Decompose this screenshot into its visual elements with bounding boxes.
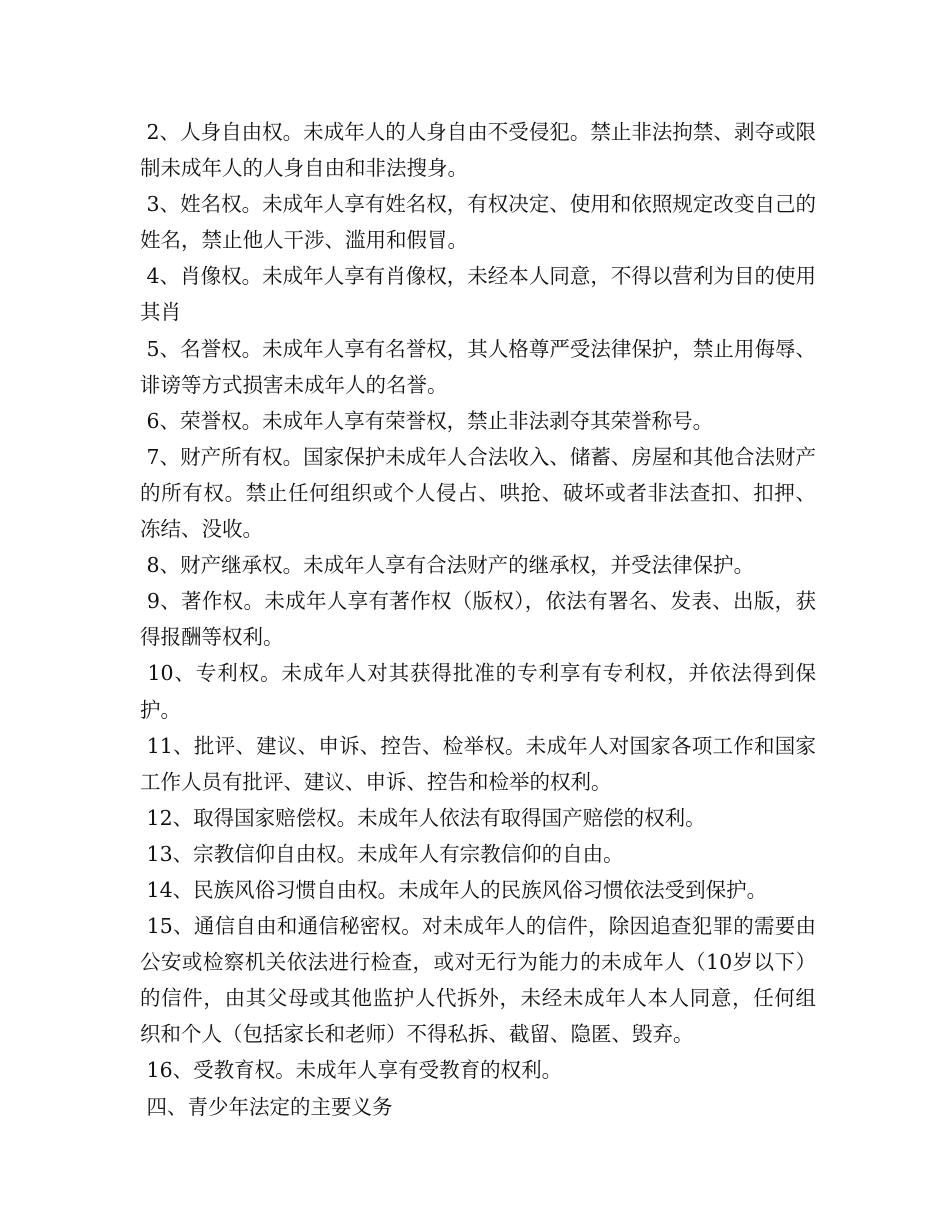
paragraph-right-compensation: 12、取得国家赔偿权。未成年人依法有取得国产赔偿的权利。 xyxy=(140,805,706,830)
paragraph-right-education: 16、受教育权。未成年人享有受教育的权利。 xyxy=(140,1058,563,1083)
paragraph-right-inheritance: 8、财产继承权。未成年人享有合法财产的继承权，并受法律保护。 xyxy=(140,553,755,578)
paragraph-right-personal-freedom: 2、人身自由权。未成年人的人身自由不受侵犯。禁止非法拘禁、剥夺或限制未成年人的人身自由和非法搜身。 xyxy=(140,120,816,181)
paragraph-right-honor: 6、荣誉权。未成年人享有荣誉权，禁止非法剥夺其荣誉称号。 xyxy=(140,408,714,433)
paragraph-right-copyright: 9、著作权。未成年人享有著作权（版权），依法有署名、发表、出版，获得报酬等权利。 xyxy=(140,589,816,650)
paragraph-right-correspondence: 15、通信自由和通信秘密权。对未成年人的信件，除因追查犯罪的需要由公安或检察机关依法进行检查，或对无行为能力的未成年人（10岁以下）的信件，由其父母或其他监护人代拆外，未经未成年人本人同意，任何组织和个人（包括家长和老师）不得私拆、截留、隐匿、毁弃。 xyxy=(140,914,816,1047)
document-body xyxy=(140,114,816,1125)
paragraph-right-religion: 13、宗教信仰自由权。未成年人有宗教信仰的自由。 xyxy=(140,841,624,866)
paragraph-right-reputation: 5、名誉权。未成年人享有名誉权，其人格尊严受法律保护，禁止用侮辱、诽谤等方式损害未成年人的名誉。 xyxy=(140,336,816,397)
section-heading-obligations: 四、青少年法定的主要义务 xyxy=(140,1094,393,1119)
paragraph-right-criticism: 11、批评、建议、申诉、控告、检举权。未成年人对国家各项工作和国家工作人员有批评、建议、申诉、控告和检举的权利。 xyxy=(140,733,816,794)
paragraph-right-patent: 10、专利权。未成年人对其获得批准的专利享有专利权，并依法得到保护。 xyxy=(140,661,816,722)
paragraph-right-customs: 14、民族风俗习惯自由权。未成年人的民族风俗习惯依法受到保护。 xyxy=(140,877,768,902)
paragraph-right-name: 3、姓名权。未成年人享有姓名权，有权决定、使用和依照规定改变自己的姓名，禁止他人干涉、滥用和假冒。 xyxy=(140,192,816,253)
paragraph-right-property: 7、财产所有权。国家保护未成年人合法收入、储蓄、房屋和其他合法财产的所有权。禁止任何组织或个人侵占、哄抢、破坏或者非法查扣、扣押、冻结、没收。 xyxy=(140,444,816,542)
paragraph-right-portrait: 4、肖像权。未成年人享有肖像权，未经本人同意，不得以营利为目的使用其肖 xyxy=(140,264,816,325)
